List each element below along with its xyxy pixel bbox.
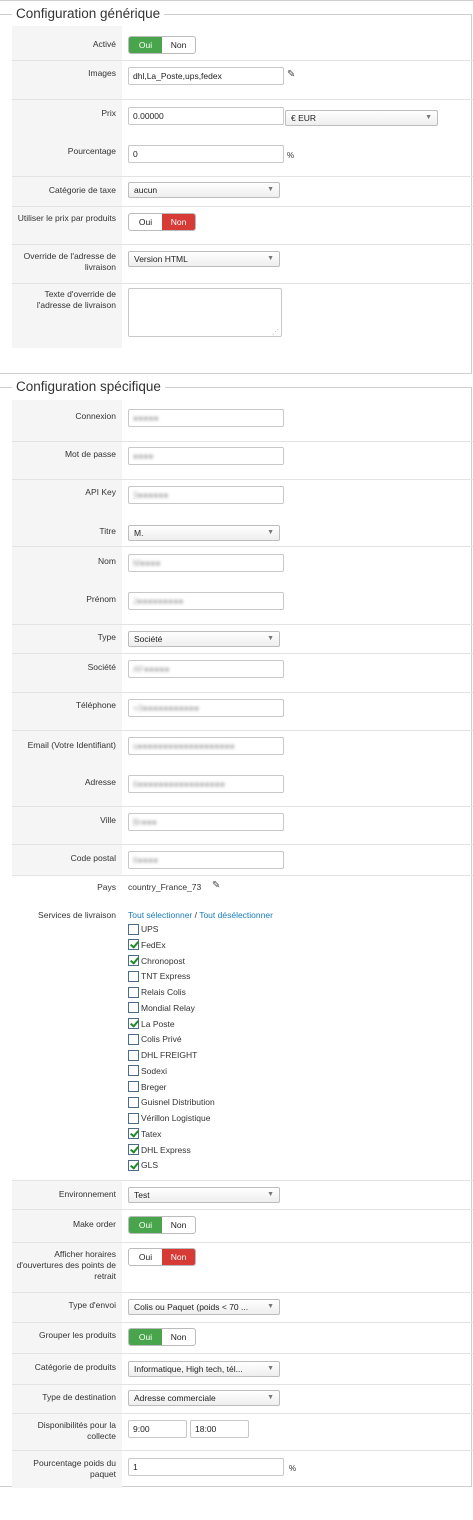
separator — [12, 176, 473, 177]
edit-pencil-icon[interactable]: ✎ — [287, 69, 296, 80]
hours-no[interactable]: Non — [162, 1249, 195, 1265]
checkbox-checked-icon[interactable] — [128, 1018, 139, 1029]
label-cp: Code postal — [70, 853, 116, 863]
make-order-yes[interactable]: Oui — [129, 1217, 162, 1233]
service-checkbox-item[interactable] — [128, 1144, 191, 1156]
separator — [12, 60, 473, 61]
service-label: UPS — [141, 924, 159, 934]
send-type-select[interactable]: Colis ou Paquet (poids < 70 ... ▼ — [128, 1299, 280, 1315]
separator — [12, 441, 473, 442]
label-price: Prix — [101, 108, 116, 118]
email-input[interactable]: s●●●●●●●●●●●●●●●●●●● — [128, 737, 284, 755]
service-checkbox-item[interactable] — [128, 986, 186, 998]
label-societe: Société — [87, 662, 116, 672]
cp-input[interactable]: 6●●●● — [128, 851, 284, 869]
service-label: GLS — [141, 1160, 159, 1171]
chevron-down-icon: ▼ — [267, 529, 274, 536]
service-label: Colis Privé — [141, 1034, 182, 1045]
separator — [12, 206, 473, 207]
pays-value: country_France_73 — [128, 882, 202, 892]
label-percent: Pourcentage — [67, 146, 116, 156]
ville-input[interactable]: Br●●● — [128, 813, 284, 831]
service-label: Mondial Relay — [141, 1002, 195, 1013]
nom-input[interactable]: M●●●● — [128, 554, 284, 572]
password-input[interactable]: ●●●● — [128, 447, 284, 465]
checkbox-checked-icon[interactable] — [128, 955, 139, 966]
separator — [12, 806, 473, 807]
group-no[interactable]: Non — [170, 1332, 187, 1342]
separator — [12, 1242, 473, 1243]
separator — [12, 653, 473, 654]
price-input[interactable]: 0.00000 — [128, 107, 284, 125]
service-label: TNT Express — [141, 971, 191, 982]
separator — [12, 1353, 473, 1354]
make-order-no[interactable]: Non — [170, 1220, 187, 1230]
separator — [12, 624, 473, 625]
service-label: Vérillon Logistique — [141, 1113, 211, 1123]
tax-select[interactable]: aucun ▼ — [128, 182, 280, 198]
section-title-specific: Configuration spécifique — [12, 379, 165, 394]
checkbox-checked-icon[interactable] — [128, 1160, 139, 1171]
separator — [12, 844, 473, 845]
separator — [12, 1413, 473, 1414]
avail-from-input[interactable]: 9:00 — [128, 1420, 187, 1438]
label-use-product-price: Utiliser le prix par produits — [17, 213, 116, 223]
avail-to-input[interactable]: 18:00 — [190, 1420, 249, 1438]
checkbox-empty-icon[interactable] — [128, 1081, 139, 1092]
label-type: Type — [97, 632, 116, 642]
chevron-down-icon: ▼ — [267, 1394, 274, 1401]
checkbox-empty-icon[interactable] — [128, 1113, 139, 1124]
service-checkbox-item[interactable] — [128, 939, 166, 951]
label-dest: Type de destination — [42, 1392, 116, 1402]
label-titre: Titre — [99, 526, 116, 536]
service-checkbox-item[interactable] — [128, 923, 158, 935]
chevron-down-icon: ▼ — [267, 635, 274, 642]
label-avail: Disponibilités pour la collecte — [37, 1420, 116, 1441]
service-label: DHL Express — [141, 1144, 191, 1155]
label-connexion: Connexion — [75, 411, 116, 421]
type-select[interactable]: Société ▼ — [128, 631, 280, 647]
label-adresse: Adresse — [84, 777, 116, 787]
label-make-order: Make order — [73, 1219, 116, 1229]
label-env: Environnement — [58, 1189, 116, 1199]
chevron-down-icon: ▼ — [267, 1191, 274, 1198]
label-pays: Pays — [97, 882, 116, 892]
deselect-all-link[interactable]: Tout désélectionner — [199, 910, 273, 920]
service-checkbox-item[interactable] — [128, 1096, 215, 1108]
label-ville: Ville — [100, 815, 116, 825]
separator — [12, 1180, 473, 1181]
dest-select[interactable]: Adresse commerciale ▼ — [128, 1390, 280, 1406]
separator — [12, 1450, 473, 1451]
chevron-down-icon: ▼ — [267, 1303, 274, 1310]
env-select[interactable]: Test ▼ — [128, 1187, 280, 1203]
checkbox-empty-icon[interactable] — [128, 1097, 139, 1108]
separator — [12, 730, 473, 731]
services-select-links: Tout sélectionner / Tout désélectionner — [128, 910, 273, 920]
resize-handle-icon[interactable]: ⋰ — [272, 329, 279, 336]
service-checkbox-item[interactable] — [128, 955, 185, 967]
group-yes[interactable]: Oui — [129, 1329, 162, 1345]
chevron-down-icon: ▼ — [425, 114, 432, 121]
images-input[interactable]: dhl,La_Poste,ups,fedex — [128, 67, 284, 85]
service-label: La Poste — [141, 1018, 175, 1029]
label-group: Grouper les produits — [38, 1330, 116, 1340]
adresse-input[interactable]: 6●●●●●●●●●●●●●●●●● — [128, 775, 284, 793]
service-label: FedEx — [141, 939, 166, 950]
percent-unit: % — [287, 151, 295, 160]
service-checkbox-item[interactable] — [128, 1049, 197, 1061]
service-checkbox-item[interactable] — [128, 1002, 195, 1014]
hours-yes[interactable]: Oui — [138, 1252, 153, 1262]
label-apikey: API Key — [85, 487, 116, 497]
separator — [12, 479, 473, 480]
use-product-price-toggle[interactable] — [128, 213, 196, 231]
address-override-select[interactable]: Version HTML ▼ — [128, 251, 280, 267]
label-hours: Afficher horaires d'ouvertures des points de retrait — [16, 1249, 116, 1281]
percent-input[interactable]: 0 — [128, 145, 284, 163]
edit-pencil-icon[interactable]: ✎ — [212, 880, 221, 891]
checkbox-empty-icon[interactable] — [128, 1065, 139, 1076]
label-address-override-text: Texte d'override de l'adresse de livraison — [36, 289, 116, 310]
checkbox-empty-icon[interactable] — [128, 1002, 139, 1013]
separator — [12, 1209, 473, 1210]
service-checkbox-item[interactable] — [128, 1159, 158, 1171]
make-order-toggle[interactable] — [128, 1216, 196, 1234]
apikey-input[interactable]: 3●●●●●● — [128, 486, 284, 504]
label-send-type: Type d'envoi — [68, 1300, 116, 1310]
separator — [12, 99, 473, 100]
societe-input[interactable]: AF●●●●● — [128, 660, 284, 678]
label-services: Services de livraison — [38, 910, 116, 920]
telephone-input[interactable]: +3●●●●●●●●●●● — [128, 699, 284, 717]
address-override-textarea[interactable] — [128, 288, 282, 337]
label-nom: Nom — [98, 556, 116, 566]
service-label: Breger — [141, 1081, 167, 1092]
checkbox-checked-icon[interactable] — [128, 939, 139, 950]
connexion-input[interactable]: ●●●●● — [128, 409, 284, 427]
label-weight-pct: Pourcentage poids du paquet — [33, 1458, 116, 1479]
hours-toggle[interactable] — [128, 1248, 196, 1266]
separator — [12, 546, 473, 547]
label-address-override: Override de l'adresse de livraison — [23, 251, 116, 272]
checkbox-empty-icon[interactable] — [128, 1050, 139, 1061]
chevron-down-icon: ▼ — [267, 255, 274, 262]
top-border — [0, 0, 473, 1]
checkbox-empty-icon[interactable] — [128, 971, 139, 982]
service-checkbox-item[interactable] — [128, 1033, 182, 1045]
service-checkbox-item[interactable] — [128, 1128, 161, 1140]
service-checkbox-item[interactable] — [128, 1081, 167, 1093]
separator — [12, 1292, 473, 1293]
label-category: Catégorie de produits — [34, 1362, 116, 1372]
service-checkbox-item[interactable] — [128, 1112, 210, 1124]
checkbox-empty-icon[interactable] — [128, 1034, 139, 1045]
active-toggle[interactable] — [128, 36, 196, 54]
service-checkbox-item[interactable] — [128, 970, 190, 982]
label-images: Images — [88, 68, 116, 78]
service-label: Guisnel Distribution — [141, 1097, 215, 1108]
chevron-down-icon: ▼ — [267, 1365, 274, 1372]
separator — [12, 283, 473, 284]
category-select[interactable]: Informatique, High tech, tél... ▼ — [128, 1361, 280, 1377]
separator — [12, 692, 473, 693]
active-yes[interactable]: Oui — [129, 37, 162, 53]
checkbox-checked-icon[interactable] — [128, 1144, 139, 1155]
separator — [12, 1322, 473, 1323]
service-checkbox-item[interactable] — [128, 1065, 167, 1077]
label-active: Activé — [92, 39, 116, 49]
label-tax: Catégorie de taxe — [48, 185, 116, 195]
service-label: DHL FREIGHT — [141, 1050, 198, 1060]
chevron-down-icon: ▼ — [267, 186, 274, 193]
service-checkbox-item[interactable] — [128, 1018, 175, 1030]
group-toggle[interactable] — [128, 1328, 196, 1346]
separator — [12, 244, 473, 245]
checkbox-checked-icon[interactable] — [128, 1128, 139, 1139]
prenom-input[interactable]: J●●●●●●●●● — [128, 592, 284, 610]
weight-pct-unit: % — [289, 1464, 297, 1473]
label-telephone: Téléphone — [75, 700, 116, 710]
checkbox-empty-icon[interactable] — [128, 924, 139, 935]
service-label: Chronopost — [141, 955, 185, 966]
checkbox-empty-icon[interactable] — [128, 987, 139, 998]
label-prenom: Prénom — [86, 594, 116, 604]
select-all-link[interactable]: Tout sélectionner — [128, 910, 193, 920]
active-no[interactable]: Non — [170, 40, 187, 50]
label-email: Email (Votre Identifiant) — [27, 740, 116, 750]
use-product-price-yes[interactable]: Oui — [138, 217, 153, 227]
separator — [12, 1384, 473, 1385]
service-label: Tatex — [141, 1128, 162, 1139]
titre-select[interactable]: M. ▼ — [128, 525, 280, 541]
section-title-generic: Configuration générique — [12, 6, 164, 21]
use-product-price-no[interactable]: Non — [162, 214, 195, 230]
currency-select[interactable]: € EUR ▼ — [285, 110, 438, 126]
service-label: Sodexi — [141, 1065, 167, 1076]
weight-pct-input[interactable]: 1 — [128, 1458, 284, 1476]
label-password: Mot de passe — [64, 449, 116, 459]
separator — [12, 875, 473, 876]
service-label: Relais Colis — [141, 987, 186, 997]
